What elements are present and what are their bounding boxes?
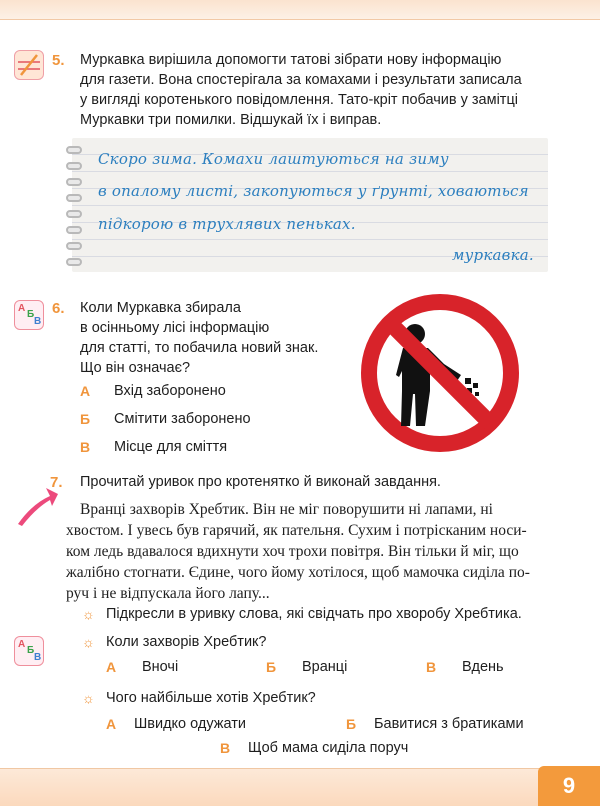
sun-bullet-icon: ☼ [82,634,95,650]
sun-bullet-icon: ☼ [82,690,95,706]
abv-letter: В [34,316,42,327]
spiral-ring [66,178,82,186]
abv-letter: А [18,639,26,650]
option-text: Вдень [462,659,504,675]
pencil-icon [14,50,44,80]
option-text: Місце для сміття [114,439,228,455]
note-line: Скоро зима. Комахи лаштуються на зиму [98,150,449,168]
option-letter: Б [346,716,357,732]
option-text: Смітити заборонено [114,411,251,427]
passage-line: жалібно стогнати. Єдине, чого йому хотілося, щоб мамочка сиділа по- [66,564,530,581]
spiral-ring [66,226,82,234]
option-letter: В [426,659,437,675]
spiral-ring [66,146,82,154]
task6-line: для статті, то побачила новий знак. [80,340,319,356]
bottom-band [0,768,600,806]
spiral-ring [66,162,82,170]
abv-icon [14,636,44,666]
task6-number: 6. [52,300,65,317]
passage-line: Вранці захворів Хребтик. Він не міг поворушити ні лапами, ні [80,501,493,518]
question-text: Чого найбільше хотів Хребтик? [106,690,316,706]
question-text: Коли захворів Хребтик? [106,634,267,650]
task7-instruction: Прочитай уривок про кротенятко й виконай завдання. [80,474,441,490]
task5-number: 5. [52,52,65,69]
option-letter: В [220,740,231,756]
task6-line: Що він означає? [80,360,191,376]
abv-letter: Б [27,645,35,656]
option-letter: А [106,659,117,675]
option-text: Швидко одужати [134,716,246,732]
spiral-ring [66,194,82,202]
option-letter: А [80,383,91,399]
option-text: Вхід заборонено [114,383,226,399]
abv-letter: А [18,303,26,314]
passage-line: ком ледь вдавалося вдихнути хоч трохи повітря. Він тільки й міг, що [66,543,519,560]
page-number: 9 [538,766,600,806]
abv-letter: Б [27,309,35,320]
task6-line: в осінньому лісі інформацію [80,320,270,336]
abv-icon [14,300,44,330]
task7-number: 7. [50,474,63,491]
abv-letter: В [34,652,42,663]
option-text: Вночі [142,659,179,675]
passage-line: хвостом. І увесь був гарячий, як пательня. Сухим і потрісканим носи- [66,522,527,539]
spiral-ring [66,242,82,250]
task6-line: Коли Муркавка збирала [80,300,241,316]
task5-line: Муркавка вирішила допомогти татові зібрати нову інформацію [80,52,502,68]
sun-bullet-icon: ☼ [82,606,95,622]
task5-line: Муркавки три помилки. Відшукай їх і виправ. [80,112,382,128]
option-text: Щоб мама сиділа поруч [248,740,409,756]
option-letter: Б [80,411,91,427]
spiral-ring [66,210,82,218]
note-signature: муркавка. [452,246,534,264]
note-line: підкорою в трухлявих пеньках. [98,215,356,233]
option-letter: В [80,439,91,455]
passage-line: руч і не відпускала його лапу... [66,585,270,602]
spiral-ring [66,258,82,266]
option-text: Вранці [302,659,348,675]
task5-line: для газети. Вона спостерігала за комахами і результати записала [80,72,522,88]
no-littering-sign [358,291,522,455]
option-letter: Б [266,659,277,675]
notebook-note [72,138,548,272]
top-band [0,0,600,20]
task5-line: у вигляді коротенького повідомлення. Тато-кріт побачив у замітці [80,92,518,108]
option-text: Бавитися з братиками [374,716,524,732]
option-letter: А [106,716,117,732]
note-line: в опалому листі, закопуються у ґрунті, ховаються [98,182,529,200]
question-text: Підкресли в уривку слова, які свідчать про хворобу Хребтика. [106,606,522,622]
